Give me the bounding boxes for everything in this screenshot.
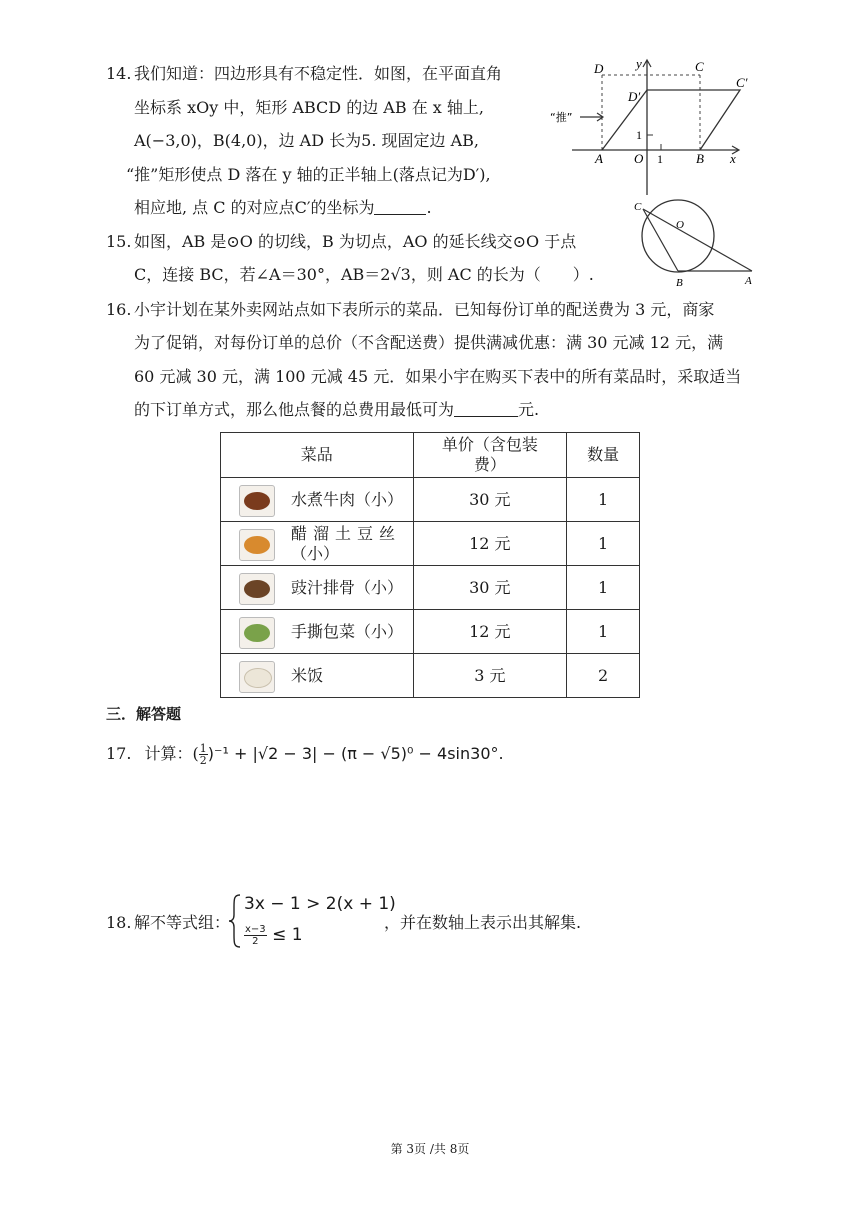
- qty-cell: 1: [567, 478, 640, 522]
- header-dish: 菜品: [221, 433, 414, 478]
- q14-line-5-end: .: [426, 198, 432, 217]
- label-C-prime: C′: [736, 75, 748, 90]
- q14-number: 14.: [106, 64, 132, 83]
- dish-name: 水煮牛肉（小）: [291, 489, 404, 509]
- ribs-dish-icon: [239, 573, 275, 605]
- circle-O: [642, 200, 714, 272]
- q17-fraction: [199, 743, 208, 766]
- q14-line-5-text: 相应地, 点 C 的对应点C′的坐标为: [134, 198, 375, 217]
- q18-number: 18.: [106, 913, 132, 932]
- label-B: B: [676, 277, 683, 289]
- label-push: “推”: [550, 111, 573, 124]
- menu-table: [220, 432, 640, 698]
- dish-cell: [221, 522, 414, 566]
- price-cell: 30 元: [413, 478, 567, 522]
- price-cell: 12 元: [413, 610, 567, 654]
- dish-cell: [221, 610, 414, 654]
- q15-line-1: 如图，AB 是⊙O 的切线，B 为切点，AO 的延长线交⊙O 于点: [134, 232, 577, 251]
- question-17: [106, 740, 504, 768]
- page-footer: 第 3页 /共 8页: [390, 1142, 470, 1156]
- q18-prefix: 解不等式组：: [134, 913, 231, 932]
- qty-cell: 1: [567, 522, 640, 566]
- table-row: [221, 522, 640, 566]
- table-header-row: [221, 433, 640, 478]
- q18-inequality-2: [244, 920, 303, 950]
- q17-expression: )⁻¹ + |√2 − 3| − (π − √5)⁰ − 4sin30°.: [207, 744, 504, 763]
- cabbage-dish-icon: [239, 617, 275, 649]
- qty-cell: 1: [567, 566, 640, 610]
- figure-14-coordinate-diagram: [550, 55, 760, 195]
- q14-line-5: [134, 197, 432, 219]
- q18-suffix: ，并在数轴上表示出其解集.: [384, 913, 582, 932]
- q15-line-2: C，连接 BC，若∠A＝30°，AB＝2√3，则 AC 的长为（ ）.: [134, 265, 594, 284]
- label-O: O: [634, 151, 644, 166]
- q16-line-4: [134, 399, 539, 421]
- dish-name: 米饭: [291, 665, 324, 685]
- q16-answer-blank: [454, 400, 518, 417]
- header-price: [413, 433, 567, 478]
- q14-line-2: 坐标系 xOy 中，矩形 ABCD 的边 AB 在 x 轴上,: [134, 98, 484, 117]
- label-D-prime: D′: [628, 89, 641, 104]
- q18-ineq2-rest: ≤ 1: [266, 925, 303, 945]
- label-B: B: [696, 151, 704, 166]
- q18-fraction: [244, 924, 267, 947]
- q14-line-1: 我们知道：四边形具有不稳定性．如图，在平面直角: [134, 64, 503, 83]
- label-x: x: [730, 151, 736, 166]
- label-D: D: [594, 61, 604, 76]
- q14-line-4: “推”矩形使点 D 落在 y 轴的正半轴上(落点记为D′),: [126, 165, 491, 184]
- q14-line-3: A(−3,0)，B(4,0)，边 AD 长为5. 现固定边 AB,: [134, 131, 479, 150]
- qty-cell: 2: [567, 654, 640, 698]
- price-cell: 3 元: [413, 654, 567, 698]
- q16-number: 16.: [106, 300, 132, 319]
- parallelogram: [602, 90, 740, 150]
- q16-line-3: 60 元减 30 元，满 100 元减 45 元．如果小宇在购买下表中的所有菜品时，采取适当: [134, 367, 742, 386]
- beef-dish-icon: [239, 485, 275, 517]
- section-3-title: 三．解答题: [106, 705, 182, 723]
- table-row: [221, 610, 640, 654]
- system-brace: [228, 893, 242, 949]
- potato-dish-icon: [239, 529, 275, 561]
- dish-name-line-2: （小）: [291, 543, 340, 563]
- dish-cell: [221, 654, 414, 698]
- q16-line-1: 小宇计划在某外卖网站点如下表所示的菜品．已知每份订单的配送费为 3 元，商家: [134, 300, 715, 319]
- q18-inequality-1: 3x − 1 > 2(x + 1): [244, 894, 396, 914]
- rice-dish-icon: [239, 661, 275, 693]
- price-cell: 30 元: [413, 566, 567, 610]
- label-O: O: [676, 219, 684, 231]
- q18-frac-num: x−3: [245, 923, 266, 935]
- label-C: C: [634, 201, 642, 213]
- q16-line-2: 为了促销，对每份订单的总价（不含配送费）提供满减优惠：满 30 元减 12 元，满: [134, 333, 724, 352]
- table-row: [221, 478, 640, 522]
- header-price-line-2: 费）: [473, 455, 506, 474]
- q14-answer-blank: [374, 198, 426, 215]
- table-row: [221, 566, 640, 610]
- price-cell: 12 元: [413, 522, 567, 566]
- q16-line-4-text: 的下订单方式，那么他点餐的总费用最低可为: [134, 400, 455, 419]
- q17-number: 17.: [106, 744, 132, 763]
- line-CA: [643, 209, 752, 271]
- q18-frac-den: 2: [252, 935, 259, 947]
- table-row: [221, 654, 640, 698]
- label-A: A: [745, 275, 752, 287]
- dish-cell: [221, 478, 414, 522]
- header-qty: 数量: [567, 433, 640, 478]
- header-price-line-1: 单价（含包装: [441, 435, 538, 454]
- dish-name-line-1: 醋溜土豆丝: [291, 523, 402, 543]
- dish-name: 豉汁排骨（小）: [291, 577, 404, 597]
- q16-line-4-end: 元.: [518, 400, 540, 419]
- q17-frac-num: 1: [199, 742, 207, 755]
- label-C: C: [695, 59, 704, 74]
- dish-name: [291, 524, 405, 564]
- q17-frac-den: 2: [199, 754, 207, 767]
- label-y: y: [636, 56, 642, 71]
- qty-cell: 1: [567, 610, 640, 654]
- dish-cell: [221, 566, 414, 610]
- label-one-y: 1: [636, 128, 642, 142]
- label-A: A: [595, 151, 603, 166]
- dish-name: 手撕包菜（小）: [291, 621, 404, 641]
- q15-number: 15.: [106, 232, 132, 251]
- figure-15-circle-tangent: [628, 196, 760, 292]
- q17-prefix: 计算：(: [144, 744, 199, 763]
- label-one-x: 1: [657, 152, 663, 166]
